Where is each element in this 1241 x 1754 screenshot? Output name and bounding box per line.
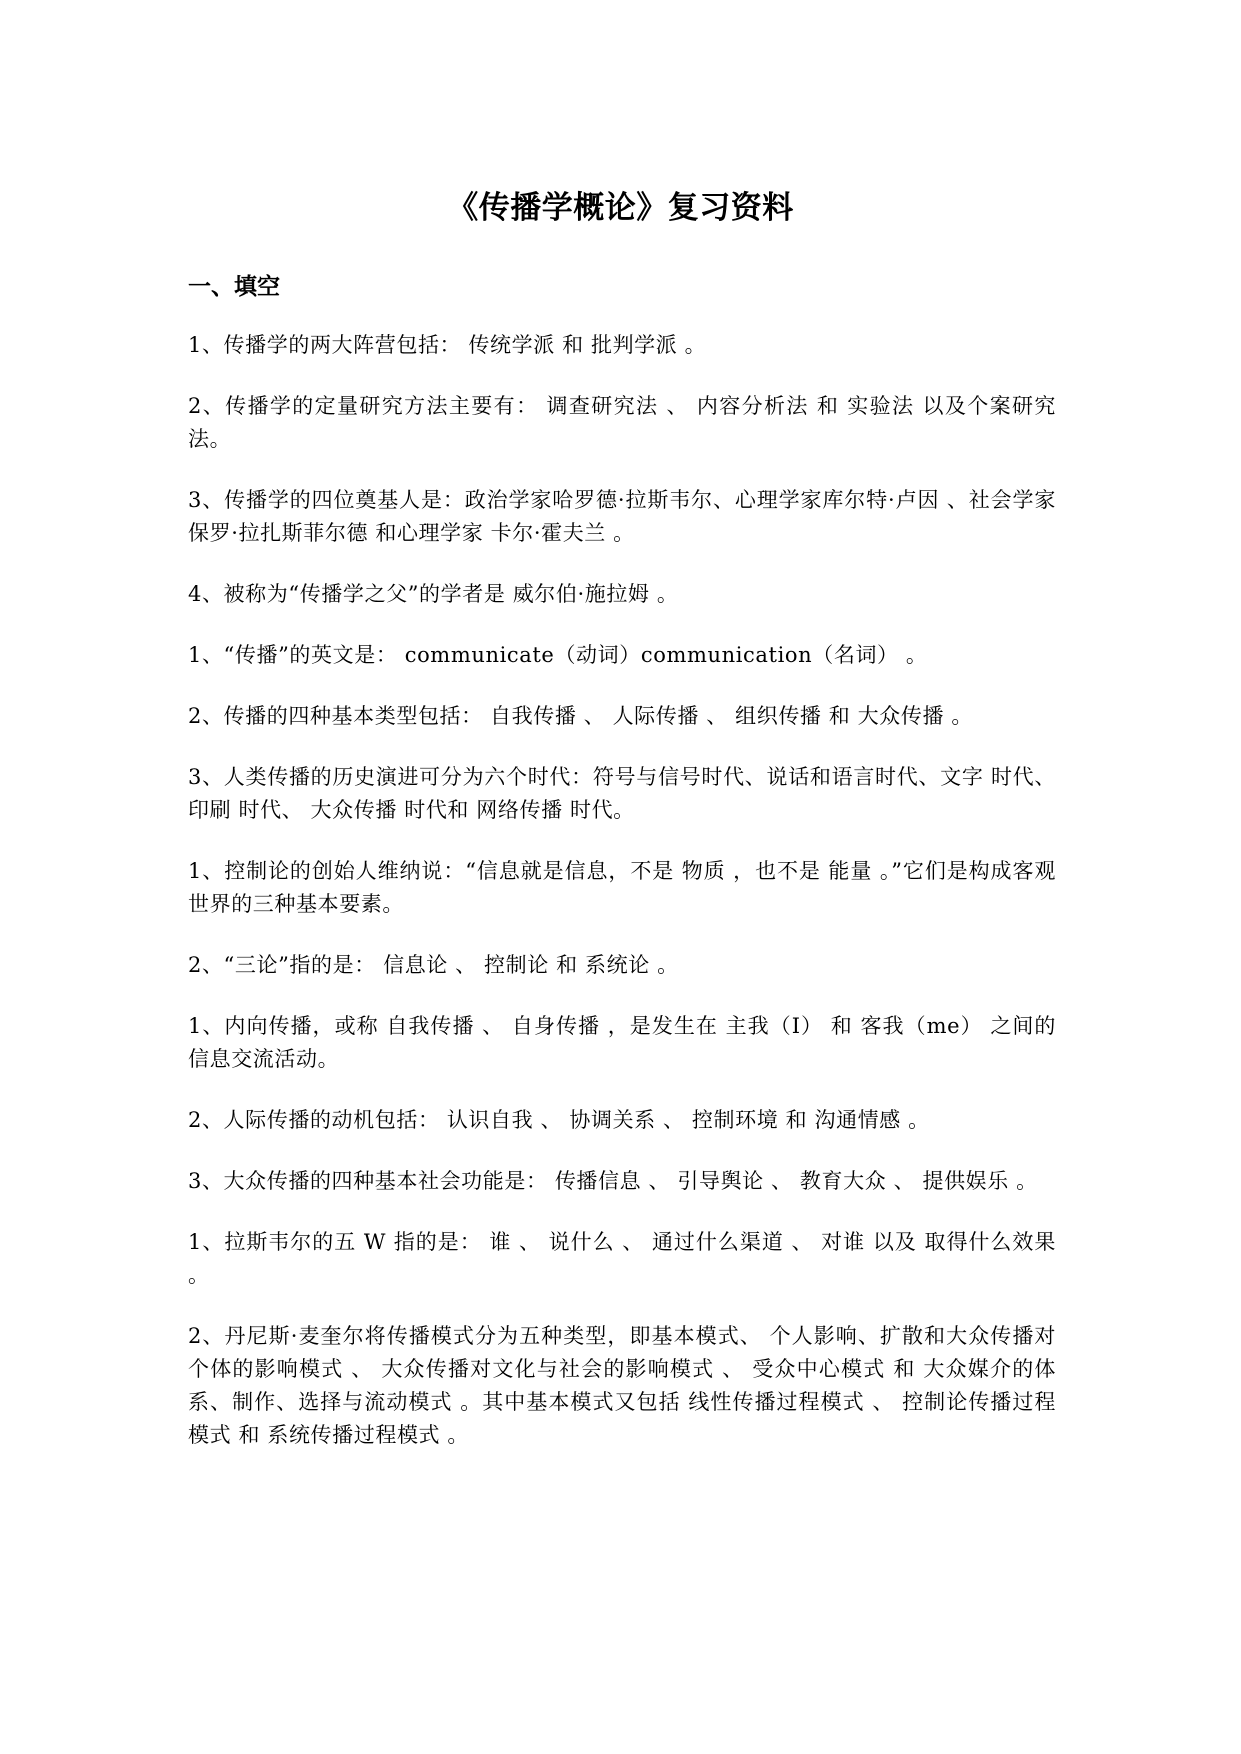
paragraph: 2、传播学的定量研究方法主要有： 调查研究法 、 内容分析法 和 实验法 以及个案研究法。 <box>188 394 1056 451</box>
paragraph: 1、控制论的创始人维纳说：“信息就是信息，不是 物质 ，也不是 能量 。”它们是构成客观世界的三种基本要素。 <box>188 859 1056 916</box>
paragraph: 3、传播学的四位奠基人是：政治学家哈罗德·拉斯韦尔、心理学家库尔特·卢因 、社会学家 保罗·拉扎斯菲尔德 和心理学家 卡尔·霍夫兰 。 <box>188 488 1056 545</box>
paragraph: 4、被称为“传播学之父”的学者是 威尔伯·施拉姆 。 <box>188 582 679 606</box>
paragraph: 2、“三论”指的是： 信息论 、 控制论 和 系统论 。 <box>188 953 679 977</box>
paragraph: 2、丹尼斯·麦奎尔将传播模式分为五种类型，即基本模式、 个人影响、扩散和大众传播对个体的影响模式 、 大众传播对文化与社会的影响模式 、 受众中心模式 和 大众媒介的体系、制作、选择与流动模式 。其中基本模式又包括 线性传播过程模式 、 控制论传播过程模式 和 系统传播过程模式 。 <box>188 1324 1056 1447</box>
paragraph: 3、大众传播的四种基本社会功能是： 传播信息 、 引导舆论 、 教育大众 、 提供娱乐 。 <box>188 1169 1038 1193</box>
paragraph: 1、传播学的两大阵营包括： 传统学派 和 批判学派 。 <box>188 333 707 357</box>
document-title: 《传播学概论》复习资料 <box>447 190 794 226</box>
section-heading: 一、填空 <box>188 274 280 300</box>
paragraph: 1、拉斯韦尔的五 W 指的是： 谁 、 说什么 、 通过什么渠道 、 对谁 以及 取得什么效果 。 <box>188 1230 1056 1287</box>
paragraph: 1、“传播”的英文是： communicate（动词）communication（名词） 。 <box>188 643 928 667</box>
paragraph: 2、传播的四种基本类型包括： 自我传播 、 人际传播 、 组织传播 和 大众传播 。 <box>188 704 973 728</box>
paragraph: 2、人际传播的动机包括： 认识自我 、 协调关系 、 控制环境 和 沟通情感 。 <box>188 1108 930 1132</box>
paragraph: 3、人类传播的历史演进可分为六个时代：符号与信号时代、说话和语言时代、文字 时代、 印刷 时代、 大众传播 时代和 网络传播 时代。 <box>188 765 1056 822</box>
paragraph: 1、内向传播，或称 自我传播 、 自身传播 ，是发生在 主我（I） 和 客我（me） 之间的信息交流活动。 <box>188 1014 1056 1071</box>
document-body <box>188 329 1056 1480</box>
